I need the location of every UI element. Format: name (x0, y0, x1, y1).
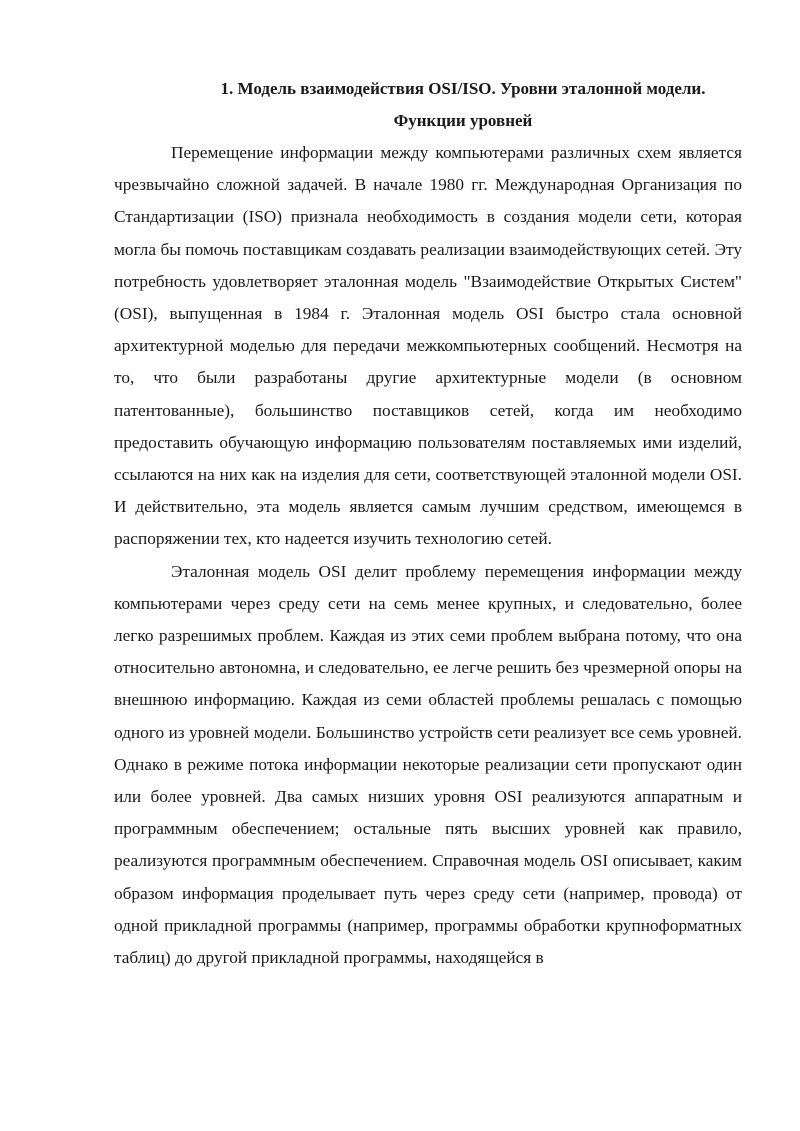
paragraph-2: Эталонная модель OSI делит проблему перемещения информации между компьютерами через среду сети на семь менее крупных, и следовательно, более легко разрешимых проблем. Каждая из этих семи проблем выбрана потому, что она относительно автономна, и следовательно, ее легче решить без чрезмерной опоры на внешнюю информацию. Каждая из семи областей проблемы решалась с помощью одного из уровней модели. Большинство устройств сети реализует все семь уровней. Однако в режиме потока информации некоторые реализации сети пропускают один или более уровней. Два самых низших уровня OSI реализуются аппаратным и программным обеспечением; остальные пять высших уровней как правило, реализуются программным обеспечением. Справочная модель OSI описывает, каким образом информация проделывает путь через среду сети (например, провода) от одной прикладной программы (например, программы обработки крупноформатных таблиц) до другой прикладной программы, находящейся в (114, 561, 742, 968)
heading-line-1: 1. Модель взаимодействия OSI/ISO. Уровни эталонной модели. (220, 79, 706, 98)
paragraph-1: Перемещение информации между компьютерами различных схем является чрезвычайно сложной задачей. В начале 1980 гг. Международная Организация по Стандартизации (ISO) признала необходимость в создания модели сети, которая могла бы помочь поставщикам создавать реализации взаимодействующих сетей. Эту потребность удовлетворяет эталонная модель "Взаимодействие Открытых Систем" (OSI), выпущенная в 1984 г. Эталонная модель OSI быстро стала основной архитектурной моделью для передачи межкомпьютерных сообщений. Несмотря на то, что были разработаны другие архитектурные модели (в основном патентованные), большинство поставщиков сетей, когда им необходимо предоставить обучающую информацию пользователям поставляемых ими изделий, ссылаются на них как на изделия для сети, соответствующей эталонной модели OSI. И действительно, эта модель является самым лучшим средством, имеющемся в распоряжении тех, кто надеется изучить технологию сетей. (114, 143, 742, 549)
section-heading (114, 73, 742, 137)
heading-line-2: Функции уровней (393, 111, 533, 130)
document-body (114, 73, 742, 974)
